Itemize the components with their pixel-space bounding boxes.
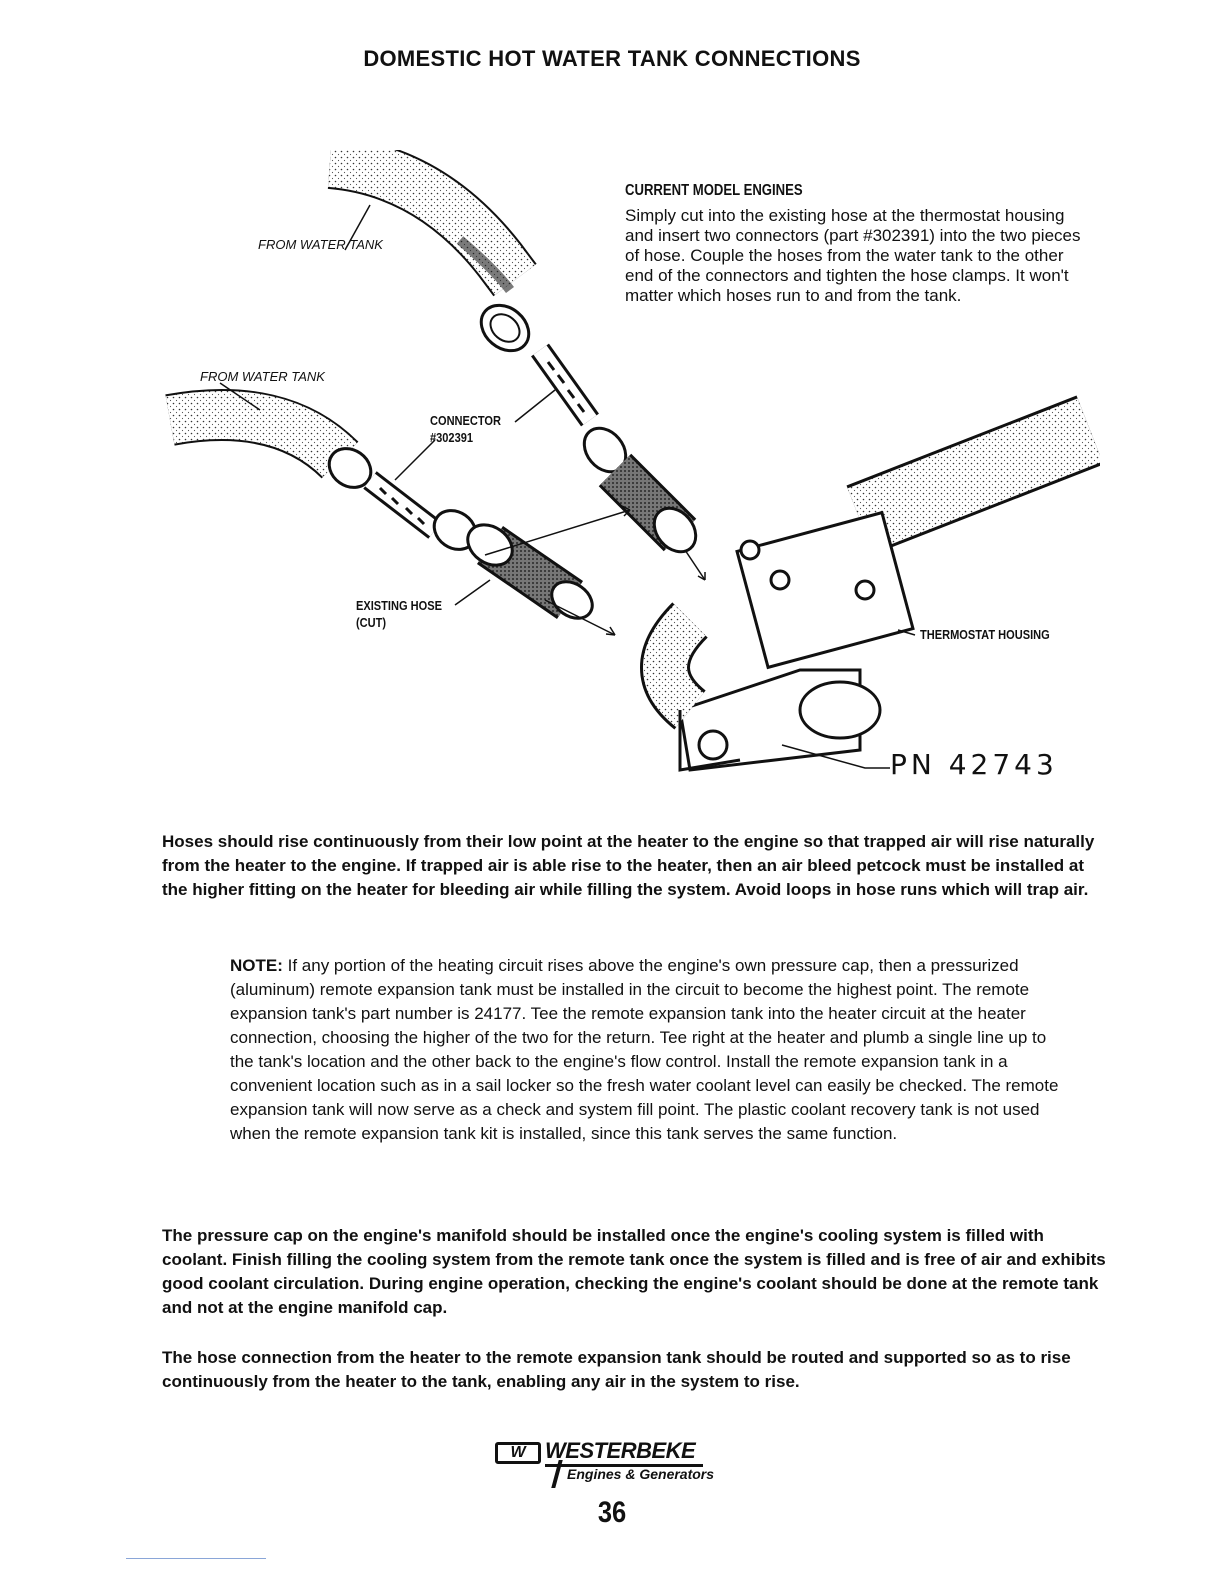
handwritten-part-number: PN 42743 [890,748,1058,781]
note-paragraph [230,954,1060,1146]
logo-brand: WESTERBEKE [545,1438,703,1467]
note-label: NOTE: [230,956,283,975]
label-existing-hose: EXISTING HOSE [356,598,442,613]
logo-tagline: Engines & Generators [567,1466,715,1482]
label-from-water-tank-upper: FROM WATER TANK [258,237,383,252]
hose-rise-paragraph: Hoses should rise continuously from their low point at the heater to the engine so that trapped air will rise naturally from the heater to the engine. If trapped air is able rise to the heater, then an air bleed petcock must be installed at the higher fitting on the heater for bleeding air while filling the system. Avoid loops in hose runs which will trap air. [162,832,1095,899]
remote-tank-routing-paragraph: The hose connection from the heater to the remote expansion tank should be routed and supported so as to rise continuously from the heater to the tank, enabling any air in the system to rise. [162,1348,1071,1391]
upper-hose-stub [576,420,704,560]
westerbeke-logo [495,1438,795,1488]
callout-title: CURRENT MODEL ENGINES [625,182,803,199]
label-connector-part: #302391 [430,430,474,445]
lower-tank-hose [170,415,378,495]
thermostat-housing [665,430,1090,770]
label-connector: CONNECTOR [430,413,502,428]
page-title: DOMESTIC HOT WATER TANK CONNECTIONS [363,46,861,71]
current-model-engines-callout [625,182,1095,306]
upper-connector [540,350,590,420]
lower-connector [370,480,483,557]
scan-artifact-line [126,1558,266,1559]
page-number: 36 [597,1496,627,1529]
hose-connection-diagram [160,150,1100,810]
label-thermostat-housing: THERMOSTAT HOUSING [920,627,1050,642]
logo-mark: W [495,1442,541,1464]
note-text: If any portion of the heating circuit rises above the engine's own pressure cap, then a pressurized (aluminum) remote expansion tank must be installed in the circuit to become the highest point. The remote expansion tank's part number is 24177. Tee the remote expansion tank into the heater circuit at the heater connection, choosing the higher of the two for the return. Tee right at the heater and plumb a single line up to the tank's location and the other back to the engine's flow control. Install the remote expansion tank in a convenient location such as in a sail locker so the fresh water coolant level can easily be checked. The remote expansion tank will now serve as a check and system fill point. The plastic coolant recovery tank is not used when the remote expansion tank kit is installed, since this tank serves the same function. [230,956,1059,1143]
callout-text: Simply cut into the existing hose at the thermostat housing and insert two connectors (part #302391) into the two pieces of hose. Couple the hoses from the water tank to the other end of the connectors and tighten the hose clamps. It won't matter which hoses run to and from the tank. [625,206,1081,305]
existing-hose-cut [460,516,599,625]
upper-hose-clamp [472,296,538,360]
label-from-water-tank-lower: FROM WATER TANK [200,369,325,384]
label-existing-hose-note: (CUT) [356,615,387,630]
pressure-cap-paragraph: The pressure cap on the engine's manifold should be installed once the engine's cooling system is filled with coolant. Finish filling the cooling system from the remote tank once the system is filled and is free of air and exhibits good coolant circulation. During engine operation, checking the engine's coolant should be done at the remote tank and not at the engine manifold cap. [162,1226,1106,1317]
